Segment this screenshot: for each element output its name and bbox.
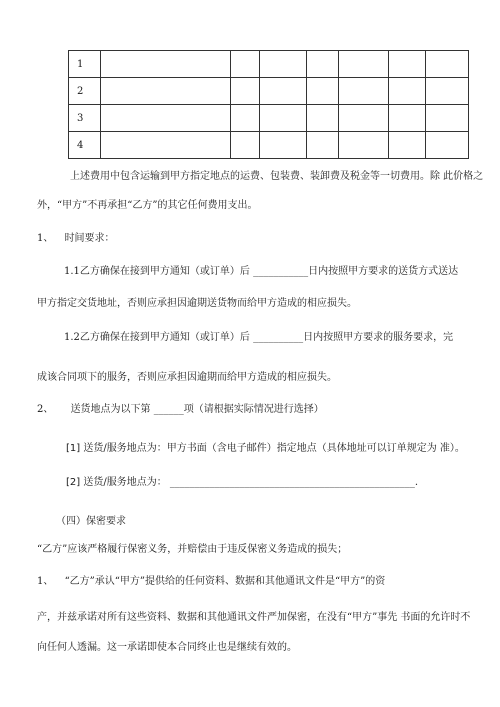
section-number: 1、 [37, 233, 54, 244]
clause-text: “乙方”承认“甲方”提供给的任何资料、数据和其他通讯文件是“甲方”的资 [64, 576, 386, 587]
clause-1-2-line-2: 成该合同项下的服务，否则应承担因逾期而给甲方造成的相应损失。 [37, 372, 337, 383]
confidentiality-clause-1-line-3: 向任何人透漏。这一承诺即使本合同终止也是继续有效的。 [37, 642, 297, 653]
section-label: 送货地点为以下第 ______项（请根据实际情况进行选择） [70, 404, 324, 415]
row-number-cell: 1 [69, 51, 101, 78]
row-number-cell: 2 [69, 78, 101, 105]
section-number: 2、 [37, 404, 54, 415]
option-text: 送货/服务地点为：甲方书面（含电子邮件）指定地点（具体地址可以订单规定为 准）。 [83, 443, 465, 454]
section-label: 时间要求： [64, 233, 115, 244]
section-heading-time [37, 232, 115, 246]
section-heading-confidentiality: （四）保密要求 [56, 516, 126, 527]
confidentiality-clause-1-line-2: 产，并兹承诺对所有这些资料、数据和其他通讯文件严加保密，在没有“甲方”事先 书面的允许时不 [37, 612, 471, 623]
confidentiality-clause-1-line-1 [37, 575, 385, 589]
row-number-cell: 3 [69, 105, 101, 132]
price-clause-line-2: 外，“甲方”不再承担“乙方”的其它任何费用支出。 [37, 200, 258, 211]
item-table [68, 50, 469, 159]
row-number-cell: 4 [69, 132, 101, 159]
clause-1-2-line-1: 1.2乙方确保在接到甲方通知（或订单）后 __________日内按照甲方要求的服务要求，完 [64, 332, 454, 343]
clause-number: 1、 [37, 576, 54, 587]
confidentiality-intro: “乙方”应该严格履行保密义务，并赔偿由于违反保密义务造成的损失； [37, 544, 348, 555]
clause-1-1-line-2: 甲方指定交货地址，否则应承担因逾期送货物而给甲方造成的相应损失。 [37, 298, 357, 309]
price-clause-line-1: 上述费用中包含运输到甲方指定地点的运费、包装费、装卸费及税金等一切费用。除 此价格之 [70, 171, 484, 182]
option-tag: [2] [66, 477, 81, 488]
option-tag: [1] [66, 443, 81, 454]
table-row [69, 78, 469, 105]
location-option-2 [66, 476, 418, 490]
table-row [69, 132, 469, 159]
option-text: 送货/服务地点为： _________________________________________________. [83, 477, 419, 488]
location-option-1 [66, 442, 465, 456]
table-row [69, 51, 469, 78]
table-row [69, 105, 469, 132]
clause-1-1-line-1: 1.1乙方确保在接到甲方通知（或订单）后 ___________日内按照甲方要求的送货方式送达 [64, 266, 459, 277]
section-heading-location [37, 403, 324, 417]
